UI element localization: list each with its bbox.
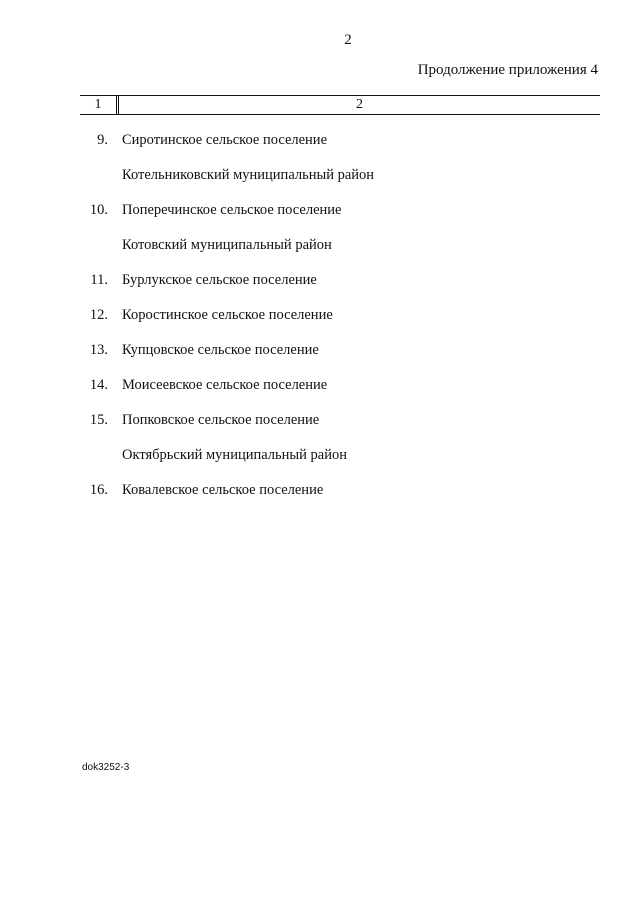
list-item <box>80 270 600 305</box>
list-item-name: Купцовское сельское поселение <box>122 342 319 358</box>
district-name: Котельниковский муниципальный район <box>122 167 375 183</box>
list-item-name: Попковское сельское поселение <box>122 412 320 428</box>
page-number: 2 <box>344 32 352 48</box>
appendix-continuation-note: Продолжение приложения 4 <box>417 62 598 78</box>
list-item-number: 11. <box>90 272 108 288</box>
list-item-name: Бурлукское сельское поселение <box>122 272 317 288</box>
list-item-number: 9. <box>97 132 108 148</box>
list-item-number: 13. <box>89 342 108 358</box>
list-item-number: 16. <box>89 482 108 498</box>
list-item <box>80 200 600 235</box>
document-code: dok3252-3 <box>82 762 130 773</box>
list-item <box>80 305 600 340</box>
list-item-name: Поперечинское сельское поселение <box>122 202 342 218</box>
district-heading <box>80 445 600 480</box>
list-item <box>80 340 600 375</box>
table-header-col-1: 1 <box>94 97 102 112</box>
list-item-name: Сиротинское сельское поселение <box>122 132 328 148</box>
settlement-list <box>80 130 600 515</box>
list-item-number: 15. <box>89 412 108 428</box>
list-item-name: Ковалевское сельское поселение <box>122 482 324 498</box>
list-item <box>80 410 600 445</box>
district-heading <box>80 165 600 200</box>
list-item-number: 14. <box>89 377 108 393</box>
list-item <box>80 375 600 410</box>
list-item-number: 10. <box>89 202 108 218</box>
list-item <box>80 130 600 165</box>
district-name: Октябрьский муниципальный район <box>122 447 347 463</box>
district-heading <box>80 235 600 270</box>
list-item-number: 12. <box>89 307 108 323</box>
table-header <box>80 95 600 115</box>
list-item-name: Коростинское сельское поселение <box>122 307 333 323</box>
list-item-name: Моисеевское сельское поселение <box>122 377 328 393</box>
district-name: Котовский муниципальный район <box>122 237 332 253</box>
list-item <box>80 480 600 515</box>
table-header-col-2: 2 <box>356 97 363 112</box>
